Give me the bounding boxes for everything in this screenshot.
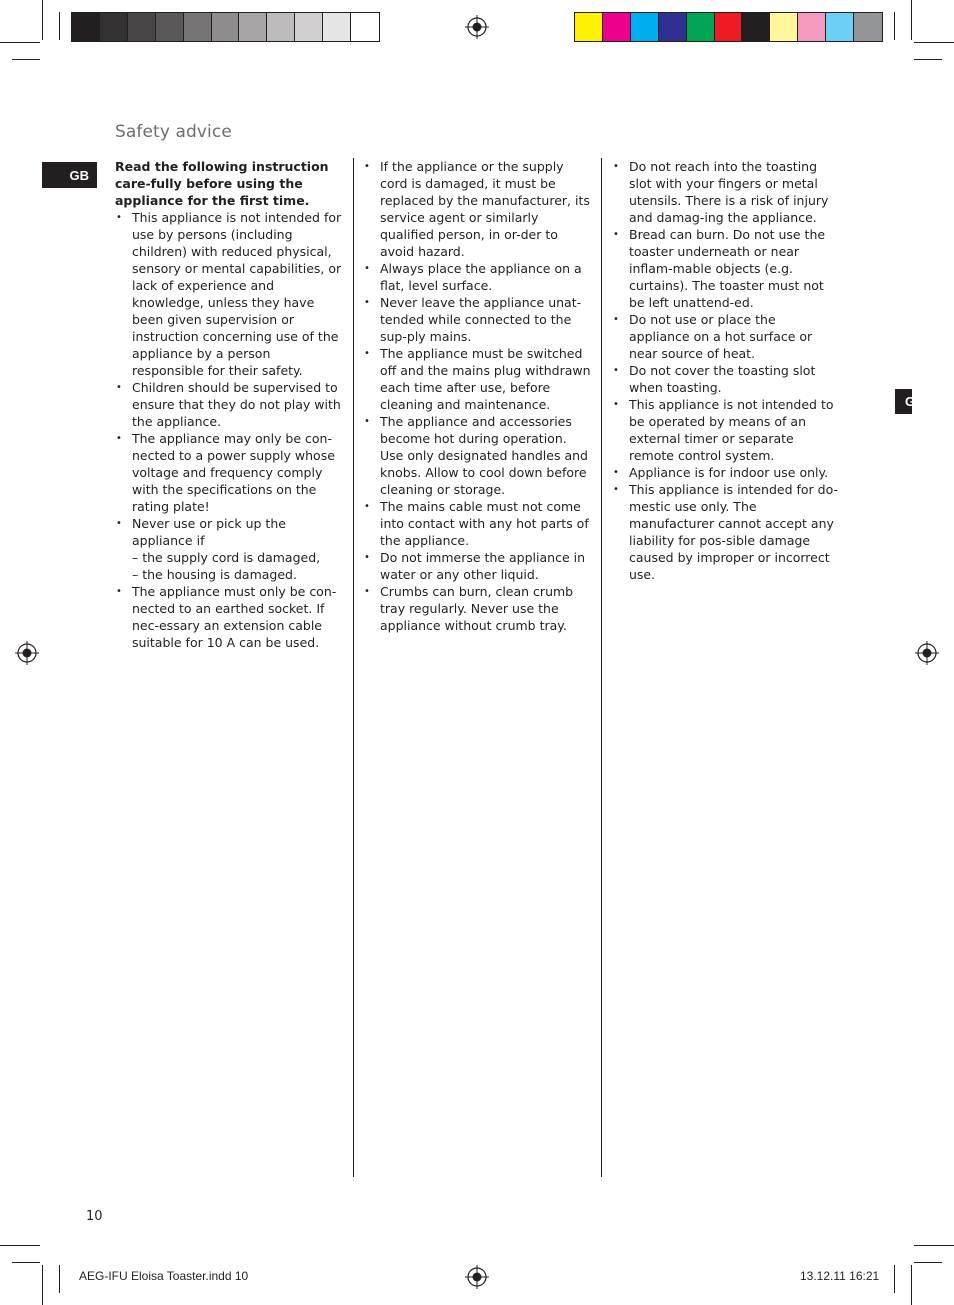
color-swatch (742, 13, 770, 41)
list-item: • Appliance is for indoor use only. (612, 464, 840, 481)
text-column-3 (612, 158, 840, 583)
crop-mark (914, 59, 942, 60)
list-item: • If the appliance or the supply cord is damaged, it must be replaced by the manufacturer, its service agent or similarly qualified person, in or-der to avoid hazard. (363, 158, 593, 260)
color-swatch (351, 13, 379, 41)
list-item: • Children should be supervised to ensure that they do not play with the appliance. (115, 379, 343, 430)
color-swatch (267, 13, 295, 41)
sub-item: – the housing is damaged. (132, 567, 297, 582)
crop-mark (914, 42, 954, 43)
list-item: • Never leave the appliance unat-tended while connected to the sup-ply mains. (363, 294, 593, 345)
crop-mark (0, 1245, 40, 1246)
safety-list (612, 158, 840, 583)
crop-mark (42, 1265, 43, 1305)
color-swatch (798, 13, 826, 41)
list-item: • The appliance and accessories become hot during operation. Use only designated handles and knobs. Allow to cool down before cleaning or storage. (363, 413, 593, 498)
crop-mark (0, 42, 40, 43)
color-swatch (603, 13, 631, 41)
crop-mark (59, 12, 60, 40)
list-item: • The mains cable must not come into contact with any hot parts of the appliance. (363, 498, 593, 549)
column-divider (601, 158, 602, 1177)
registration-mark-icon (915, 641, 939, 665)
crop-mark (914, 1245, 954, 1246)
safety-list (115, 209, 343, 651)
color-swatch (854, 13, 882, 41)
column-divider (353, 158, 354, 1177)
color-swatch (687, 13, 715, 41)
print-datetime: 13.12.11 16:21 (800, 1269, 880, 1283)
color-swatch (659, 13, 687, 41)
language-tab-gb-edge: GB (895, 389, 912, 414)
crop-mark (42, 0, 43, 40)
color-swatch (156, 13, 184, 41)
intro-paragraph: Read the following instruction care-fully before using the appliance for the first time. (115, 159, 329, 208)
list-item: • The appliance must only be con-nected to an earthed socket. If nec-essary an extension cable suitable for 10 A can be used. (115, 583, 343, 651)
crop-mark (894, 12, 895, 40)
crop-mark (911, 1265, 912, 1305)
text-column-1 (115, 158, 343, 651)
crop-mark (12, 59, 40, 60)
color-swatch (575, 13, 603, 41)
registration-mark-icon (465, 1265, 489, 1289)
list-item: • Never use or pick up the appliance if – the supply cord is damaged, – the housing is damaged. (115, 515, 343, 583)
registration-mark-icon (465, 15, 489, 39)
color-swatch (72, 13, 100, 41)
color-swatch (826, 13, 854, 41)
language-tab-gb: GB (42, 162, 97, 188)
crop-mark (911, 0, 912, 40)
process-color-bar (574, 12, 883, 42)
registration-mark-icon (15, 641, 39, 665)
section-title: Safety advice (115, 122, 232, 142)
list-item: • This appliance is intended for do-mestic use only. The manufacturer cannot accept any liability for pos-sible damage caused by improper or incorrect use. (612, 481, 840, 583)
list-item: • The appliance must be switched off and the mains plug withdrawn each time after use, before cleaning and maintenance. (363, 345, 593, 413)
list-item: • Crumbs can burn, clean crumb tray regularly. Never use the appliance without crumb tray. (363, 583, 593, 634)
color-swatch (295, 13, 323, 41)
list-item: • Always place the appliance on a flat, level surface. (363, 260, 593, 294)
color-swatch (631, 13, 659, 41)
crop-mark (894, 1265, 895, 1293)
color-swatch (184, 13, 212, 41)
color-swatch (239, 13, 267, 41)
crop-mark (59, 1265, 60, 1293)
list-item: • The appliance may only be con-nected to a power supply whose voltage and frequency comply with the specifications on the rating plate! (115, 430, 343, 515)
color-swatch (323, 13, 351, 41)
list-item: • Do not cover the toasting slot when toasting. (612, 362, 840, 396)
color-swatch (128, 13, 156, 41)
text-column-2 (363, 158, 593, 634)
color-swatch (770, 13, 798, 41)
list-item: • Do not use or place the appliance on a hot surface or near source of heat. (612, 311, 840, 362)
crop-mark (914, 1262, 942, 1263)
list-item: • This appliance is not intended to be operated by means of an external timer or separate remote control system. (612, 396, 840, 464)
color-swatch (715, 13, 743, 41)
crop-mark (12, 1262, 40, 1263)
color-swatch (212, 13, 240, 41)
list-item: • Do not reach into the toasting slot with your fingers or metal utensils. There is a risk of injury and damag-ing the appliance. (612, 158, 840, 226)
list-item: • Do not immerse the appliance in water or any other liquid. (363, 549, 593, 583)
color-swatch (100, 13, 128, 41)
list-item: • Bread can burn. Do not use the toaster underneath or near inflam-mable objects (e.g. curtains). The toaster must not be left unattend-ed. (612, 226, 840, 311)
list-item: • This appliance is not intended for use by persons (including children) with reduced physical, sensory or mental capabilities, or lack of experience and knowledge, unless they have been given supervision or instruction concerning use of the appliance by a person responsible for their safety. (115, 209, 343, 379)
grayscale-color-bar (71, 12, 380, 42)
file-slug: AEG-IFU Eloisa Toaster.indd 10 (79, 1269, 249, 1283)
safety-list (363, 158, 593, 634)
sub-item: – the supply cord is damaged, (132, 550, 321, 565)
page-number: 10 (86, 1209, 103, 1224)
